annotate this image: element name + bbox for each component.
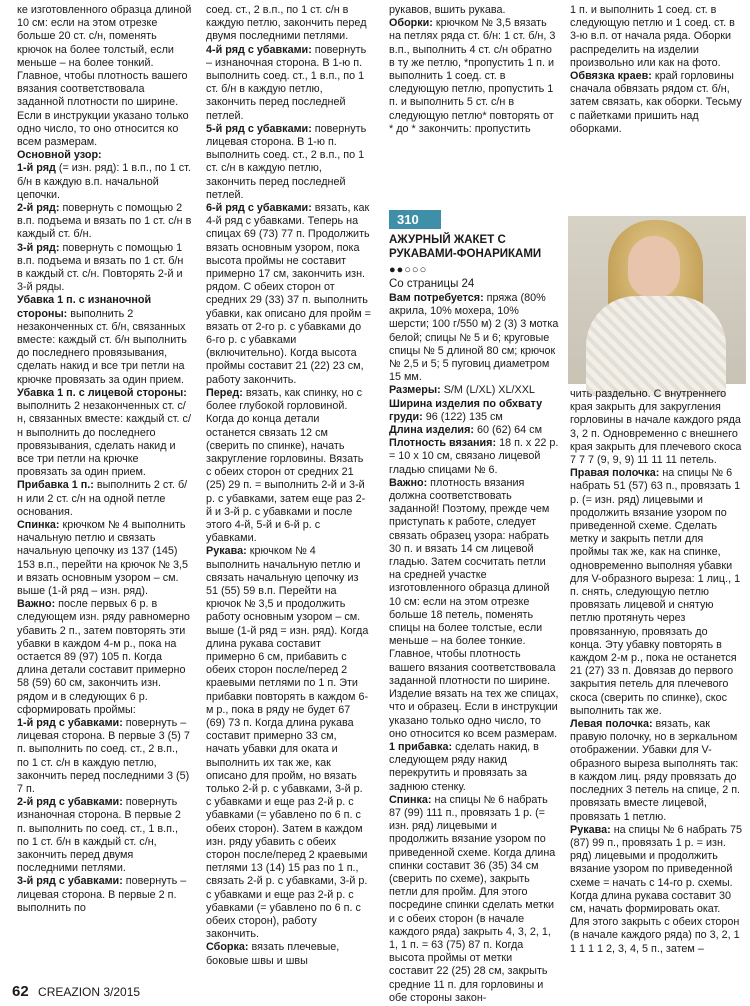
paragraph: Обвязка краев: край горловины сначала обвязать рядом ст. б/н, затем связать, как оборки. Тесьму с пайетками пришить над оборками. xyxy=(570,70,742,135)
paragraph: Ширина изделия по обхвату груди: 96 (122) 135 см xyxy=(389,397,543,423)
paragraph-heading: Убавка 1 п. с лицевой стороны: xyxy=(17,386,187,399)
paragraph-heading: Спинка: xyxy=(17,518,60,531)
paragraph-heading: 1-й ряд xyxy=(17,162,56,175)
paragraph: 2-й ряд: повернуть с помощью 2 в.п. подъема и вязать по 1 ст. с/н в каждый ст. б/н. xyxy=(17,202,192,241)
model-header xyxy=(389,210,561,290)
paragraph: 3-й ряд с убавками: повернуть – лицевая сторона. В первые 2 п. выполнить по xyxy=(17,875,187,914)
paragraph-heading: 5-й ряд с убавками: xyxy=(206,122,312,135)
paragraph-heading: 2-й ряд с убавками: xyxy=(17,796,123,809)
paragraph: 1-й ряд с убавками: повернуть – лицевая сторона. В первые 3 (5) 7 п. выполнить по соед. ст., 2 в.п., по 1 ст. с/н в каждую петлю, закончить перед последними 3 (5) 7 п. xyxy=(17,716,190,795)
paragraph-heading: Левая полочка: xyxy=(570,718,653,731)
paragraph: 5-й ряд с убавками: повернуть лицевая сторона. В 1-ю п. выполнить соед. ст., 2 в.п., по 1 ст. с/н в каждую петлю, закончить перед последней петлей. xyxy=(206,122,367,201)
paragraph-heading: Основной узор: xyxy=(17,149,102,162)
paragraph: 4-й ряд с убавками: повернуть – изнаночная сторона. В 1-ю п. выполнить соед. ст., 1 в.п., по 1 ст. б/н в каждую петлю, закончить перед последней петлей. xyxy=(206,43,367,122)
paragraph-heading: Ширина изделия по обхвату груди: xyxy=(389,397,543,423)
paragraph-heading: Важно: xyxy=(17,598,56,611)
text-column-3-top xyxy=(389,4,559,204)
paragraph-heading: Важно: xyxy=(389,476,428,489)
paragraph-heading: 4-й ряд с убавками: xyxy=(206,43,312,56)
page-number: 62 xyxy=(12,983,29,1000)
paragraph: чить раздельно. С внутреннего края закрыть для закругления горловины в начале каждого ряда 3, 2 п. Одновременно с внешнего края закрыть для плечевого скоса 7 7 7 (9, 9, 9) 11 11 11 петель. xyxy=(570,388,742,467)
model-title: АЖУРНЫЙ ЖАКЕТ С РУКАВАМИ-ФОНАРИКАМИ xyxy=(389,234,542,260)
paragraph: Плотность вязания: 18 п. x 22 р. = 10 x 10 см, связано лицевой гладью спицами № 6. xyxy=(389,437,559,476)
paragraph xyxy=(17,149,192,162)
paragraph-heading: 3-й ряд с убавками: xyxy=(17,875,123,888)
paragraph: ке изготовленного образца длиной 10 см: если на этом отрезке больше 20 ст. с/н, поменять крючок на более толстый, если меньше – на более тонкий. Главное, чтобы плотность вашего вязания соответствовала заданной плотности по ширине. xyxy=(17,4,192,109)
paragraph: Перед: вязать, как спинку, но с более глубокой горловиной. Когда до конца детали останется связать 12 см (сверить по спинке), начать закругление горловины. Вязать с обеих сторон от средних 21 (25) 29 п. = выполнить 2-й и 3-й р. с убавками, затем еще раз 2-й и 3-й р. с убавками и после этого 4-й, 5-й и 6-й р. с убавками. xyxy=(206,386,366,545)
magazine-issue: CREAZION 3/2015 xyxy=(38,985,141,999)
paragraph: Оборки: крючком № 3,5 вязать на петлях ряда ст. б/н: 1 ст. б/н, 3 в.п., выполнить 4 ст. с/н обратно в ту же петлю, *пропустить 1 п. и выполнить 1 соед. ст. в следующую петлю, пропустить 1 п. и выполнить 5 ст. с/н в следующую петлю* повторять от * до * закончить: пропустить xyxy=(389,17,556,135)
paragraph-heading: Рукава: xyxy=(206,545,247,558)
paragraph: Важно: после первых 6 р. в следующем изн. ряду равномерно убавить 2 п., затем повторять эти убавки в каждом 4-м р., пока на остается 89 (97) 105 п. Когда длина детали составит примерно 58 (59) 60 см, закончить изн. рядом и в следующих 6 р. сформировать проймы: xyxy=(17,598,190,716)
paragraph: 6-й ряд с убавками: вязать, как 4-й ряд с убавками. Теперь на спицах 69 (73) 77 п. Продолжить вязать основным узором, пока высота проймы не составит примерно 17 см, закончить изн. рядом. С обеих сторон от средних 29 (33) 37 п. выполнить убавки, как описано для пройм = вязать от 2-го р. с убавками до 6-го р. с убавками (включительно). Когда высота проймы составит 21 (22) 23 см, работу закончить. xyxy=(206,202,371,386)
paragraph-heading: Рукава: xyxy=(570,823,611,836)
paragraph-heading: Правая полочка: xyxy=(570,467,660,480)
text-column-3-bottom xyxy=(389,292,559,1004)
paragraph-heading: 1 прибавка: xyxy=(389,740,453,753)
text-column-4-top xyxy=(570,4,742,234)
paragraph-heading: Вам потребуется: xyxy=(389,292,484,304)
paragraph: 2-й ряд с убавками: повернуть изнаночная сторона. В первые 2 п. выполнить по соед. ст., 1 в.п., по 1 ст. б/н в каждый ст. с/н, закончить перед двумя последними петлями. xyxy=(17,796,181,875)
paragraph-heading: Перед: xyxy=(206,386,243,399)
paragraph: Вам потребуется: пряжа (80% акрила, 10% мохера, 10% шерсти; 100 г/550 м) 2 (3) 3 мотка белой; спицы № 5 и 6; круговые спицы № 5 длиной 80 см; крючок № 2,5 и 5; 5 пуговиц диаметром 15 мм. xyxy=(389,292,559,384)
paragraph-heading: Оборки: xyxy=(389,17,433,30)
paragraph: Размеры: S/M (L/XL) XL/XXL xyxy=(389,384,535,397)
paragraph: 1 прибавка: сделать накид, в следующем ряду накид перекрутить и провязать за заднюю стенку. xyxy=(389,740,539,793)
paragraph: Сборка: вязать плечевые, боковые швы и швы xyxy=(206,941,340,967)
paragraph-heading: 6-й ряд с убавками: xyxy=(206,202,312,215)
difficulty-rating: ●●○○○ xyxy=(389,264,428,276)
paragraph-heading: Плотность вязания: xyxy=(389,437,497,450)
text-column-4-bottom xyxy=(570,388,742,988)
text-column-2 xyxy=(206,4,371,994)
paragraph-heading: Обвязка краев: xyxy=(570,70,652,83)
paragraph-heading: 3-й ряд: xyxy=(17,241,60,254)
paragraph-heading: Прибавка 1 п.: xyxy=(17,479,94,492)
photo-face xyxy=(628,236,680,298)
paragraph-heading: Убавка 1 п. с изнаночной стороны: xyxy=(17,294,152,320)
page-footer xyxy=(12,983,140,1000)
paragraph: Рукава: на спицы № 6 набрать 75 (87) 99 п., провязать 1 р. = изн. ряд) лицевыми и продолжить вязание узором по приведенной схеме = начать с 14-го р. схемы. Когда длина рукава составит 30 см, начать формировать окат. Для этого закрыть с обеих сторон (в начале каждого ряда) по 3, 2, 1 1 1 1 1 2, 3, 4, 5 п., затем – xyxy=(570,823,742,955)
paragraph: Убавка 1 п. с лицевой стороны: выполнить 2 незаконченных ст. с/н, связанных вместе: каждый ст. с/н выполнить до последнего провязывания, сделать накид и все три петли на крючке провязать за один прием. xyxy=(17,386,191,479)
paragraph-heading: 2-й ряд: xyxy=(17,202,60,215)
paragraph: Если в инструкции указано только одно число, то оно относится ко всем размерам. xyxy=(17,109,189,149)
paragraph-heading: Сборка: xyxy=(206,941,249,954)
paragraph: Спинка: крючком № 4 выполнить начальную петлю и связать начальную цепочку из 137 (145) 153 в.п., перейти на крючок № 3,5 и вязать основным узором – см. выше (1-й ряд – изн. ряд). xyxy=(17,518,188,597)
paragraph-heading: 1-й ряд с убавками: xyxy=(17,716,123,729)
paragraph: Длина изделия: 60 (62) 64 см xyxy=(389,424,543,437)
paragraph: Рукава: крючком № 4 выполнить начальную петлю и связать начальную цепочку из 51 (55) 59 в.п. Перейти на крючок № 3,5 и продолжить работу основным узором – см. выше (1-й ряд = изн. ряд). Когда длина рукава составит примерно 6 см, прибавить с обеих сторон после/перед 2 краевыми петлями по 1 п. Эти прибавки повторять в каждом 6-м р., пока в ряду не будет 67 (69) 73 п. Когда длина рукава составит примерно 33 см, начать убавки для оката и выполнить их так же, как описано для пройм, но вязать только 2-й р. с убавками, 3-й р. с убавками и еще раз 2-й р. с убавками (= убавлено по 6 п. с обеих сторон). Затем в каждом изн. ряду убавить с обеих сторон после/перед 2 краевыми петлями 13 (14) 15 раз по 1 п., связать 2-й р. с убавками, 3-й р. с убавками и еще раз 2-й р. с убавками (= убавлено по 6 п. с обеих сторон), работу закончить. xyxy=(206,545,369,941)
paragraph-heading: Спинка: xyxy=(389,793,432,806)
paragraph: Важно: плотность вязания должна соответствовать заданной! Поэтому, прежде чем приступать к работе, следует связать образец узора: набрать 30 п. и вязать 14 см лицевой гладью. Затем сосчитать петли на средней участке изготовленного образца длиной 10 см: если на этом отрезке больше 18 петель, поменять спицы на более толстые, если меньше – на более тонкие. Главное, чтобы плотность вашего вязания соответствовала заданной плотности по ширине. Изделие вязать на тех же спицах, что и образец. Если в инструкции указано только одно число, то оно относится ко всем размерам. xyxy=(389,476,559,740)
paragraph: рукавов, вшить рукава. xyxy=(389,4,506,16)
paragraph: 3-й ряд: повернуть с помощью 1 в.п. подъема и вязать по 1 ст. б/н в каждый ст. с/н. Повторять 2-й и 3-й ряды. xyxy=(17,241,184,294)
page-reference: Со страницы 24 xyxy=(389,278,475,290)
model-number-badge: 310 xyxy=(389,210,441,229)
paragraph: Правая полочка: на спицы № 6 набрать 51 (57) 63 п., провязать 1 р. (= изн. ряд) лицевыми и продолжить вязание узором по приведенной схеме. Сделать метку и закрыть петли для проймы так же, как на спинке, одновременно выполняя убавки для V-образного выреза: 1 лиц., 1 п. снять, следующую петлю провязать лицевой и снятую петлю протянуть через провязанную, провязать до конца. Эту убавку повторять в каждом 2-м р., пока не останется 21 (27) 33 п. Довязав до первого закрытия петель для плечевого скоса (сверить по спинке), скос выполнить так же. xyxy=(570,467,741,717)
paragraph: 1 п. и выполнить 1 соед. ст. в следующую петлю и 1 соед. ст. в 3-ю в.п. от начала ряда. Оборки распределить на изделии произвольно или как на фото. xyxy=(570,4,735,69)
paragraph-heading: Размеры: xyxy=(389,384,441,397)
text-column-1 xyxy=(17,4,192,994)
paragraph: Спинка: на спицы № 6 набрать 87 (99) 111 п., провязать 1 р. (= изн. ряд) лицевыми и продолжить вязание узором по приведенной схеме. Когда длина спинки составит 36 (35) 34 см (сверить по схеме), закрыть петли для пройм. Для этого посредине спинки сделать метки и с обеих сторон (в начале каждого ряда) закрыть 4, 3, 2, 1, 1, 1 п. = 63 (75) 87 п. Когда высота проймы от метки составит 22 (25) 28 см, закрыть средние 11 п. для горловины и обе стороны закон- xyxy=(389,793,556,1004)
paragraph: 1-й ряд (= изн. ряд): 1 в.п., по 1 ст. б/н в каждую в.п. начальной цепочки. xyxy=(17,162,191,201)
paragraph: соед. ст., 2 в.п., по 1 ст. с/н в каждую петлю, закончить перед двумя последними петлями. xyxy=(206,4,367,43)
model-photo xyxy=(568,216,746,384)
paragraph: Убавка 1 п. с изнаночной стороны: выполнить 2 незаконченных ст. б/н, связанных вместе: каждый ст. б/н выполнить до последнего провязывания, сделать накид и все три петли на крючке провязать за один прием. xyxy=(17,294,187,386)
paragraph-heading: Длина изделия: xyxy=(389,424,474,437)
paragraph: Прибавка 1 п.: выполнить 2 ст. б/н или 2 ст. с/н на одной петле основания. xyxy=(17,479,188,518)
paragraph: Левая полочка: вязать, как правую полочку, но в зеркальном отображении. Убавки для V-образного выреза выполнять так: в каждом лиц. ряду провязать до последних 3 петель на спице, 2 п. провязать вместе лицевой, провязать 1 петлю. xyxy=(570,718,741,823)
photo-jacket xyxy=(586,296,726,396)
